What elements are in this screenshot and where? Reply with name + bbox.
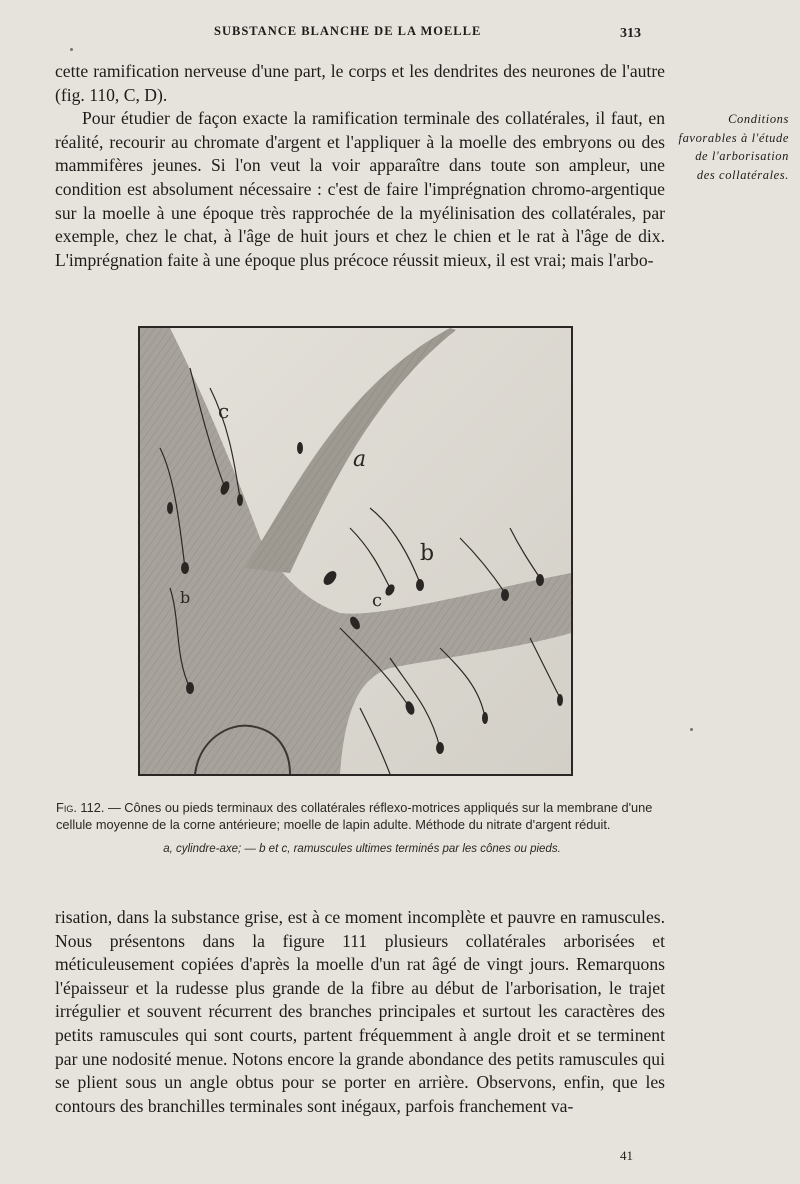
- paragraph-collaterals: Pour étudier de façon exacte la ramification terminale des collatérales, il faut, en réalité, recourir au chromate d'argent et l'appliquer à la moelle des embryons ou des mammifères jeunes. Si l'on veut la voir apparaître dans toute son ampleur, une condition est absolument nécessaire : c'est de faire l'imprégnation chromo-argentique sur la moelle à une époque très rapprochée de la myélinisation des collatérales, par exemple, chez le chat, à l'âge de huit jours et chez le chien et le rat à l'âge de dix. L'imprégnation faite à une époque plus précoce réussit mieux, il est vrai; mais l'arbo-: [55, 108, 665, 270]
- continuation-paragraph: cette ramification nerveuse d'une part, le corps et les dendrites des neurones de l'autre (fig. 110, C, D).: [55, 61, 665, 105]
- caption-text: — Cônes ou pieds terminaux des collatérales réflexo-motrices appliqués sur la membrane d'une cellule moyenne de la corne antérieure; moelle de lapin adulte. Méthode du nitrate d'argent réduit.: [56, 800, 653, 832]
- figure-112: [138, 326, 573, 776]
- body-text-top: [55, 60, 665, 272]
- page-number: 313: [620, 26, 641, 41]
- signature-number: 41: [620, 1148, 633, 1163]
- caption-legend: a, cylindre-axe; — b et c, ramuscules ultimes terminés par les cônes ou pieds.: [163, 843, 561, 856]
- running-head: SUBSTANCE BLANCHE DE LA MOELLE: [214, 24, 482, 38]
- label-b-left: b: [180, 588, 191, 607]
- figure-caption: [56, 800, 668, 858]
- print-speck: [70, 48, 73, 51]
- print-speck: [690, 728, 693, 731]
- figure-drawing: [140, 328, 571, 774]
- body-text-bottom: [55, 906, 665, 1118]
- label-c-top: c: [218, 399, 230, 423]
- label-b: b: [420, 541, 435, 566]
- caption-label: Fig. 112.: [56, 800, 105, 815]
- label-a: a: [353, 447, 367, 472]
- paragraph-arborisation: risation, dans la substance grise, est à ce moment incomplète et pauvre en ramuscules. Nous présentons dans la figure 111 plusieurs collatérales arborisées et méticuleusement copiées d'après la moelle d'un rat âgé de vingt jours. Remarquons l'épaisseur et la rudesse plus grande de la fibre au début de l'arborisation, le trajet irrégulier et souvent récurrent des branches principales et surtout les caractères des petits ramuscules qui sont courts, partent fréquemment à angle droit et se terminent par une nodosité menue. Notons encore la grande abondance des petits ramuscules qui se plient sous un angle obtus pour se porter en arrière. Observons, enfin, que les contours des branchilles terminales sont inégaux, parfois franchement va-: [55, 907, 665, 1116]
- label-c-mid: c: [372, 590, 383, 611]
- margin-note: Conditions favorables à l'étude de l'arborisation des collatérales.: [678, 112, 789, 182]
- caption-main: [56, 800, 668, 833]
